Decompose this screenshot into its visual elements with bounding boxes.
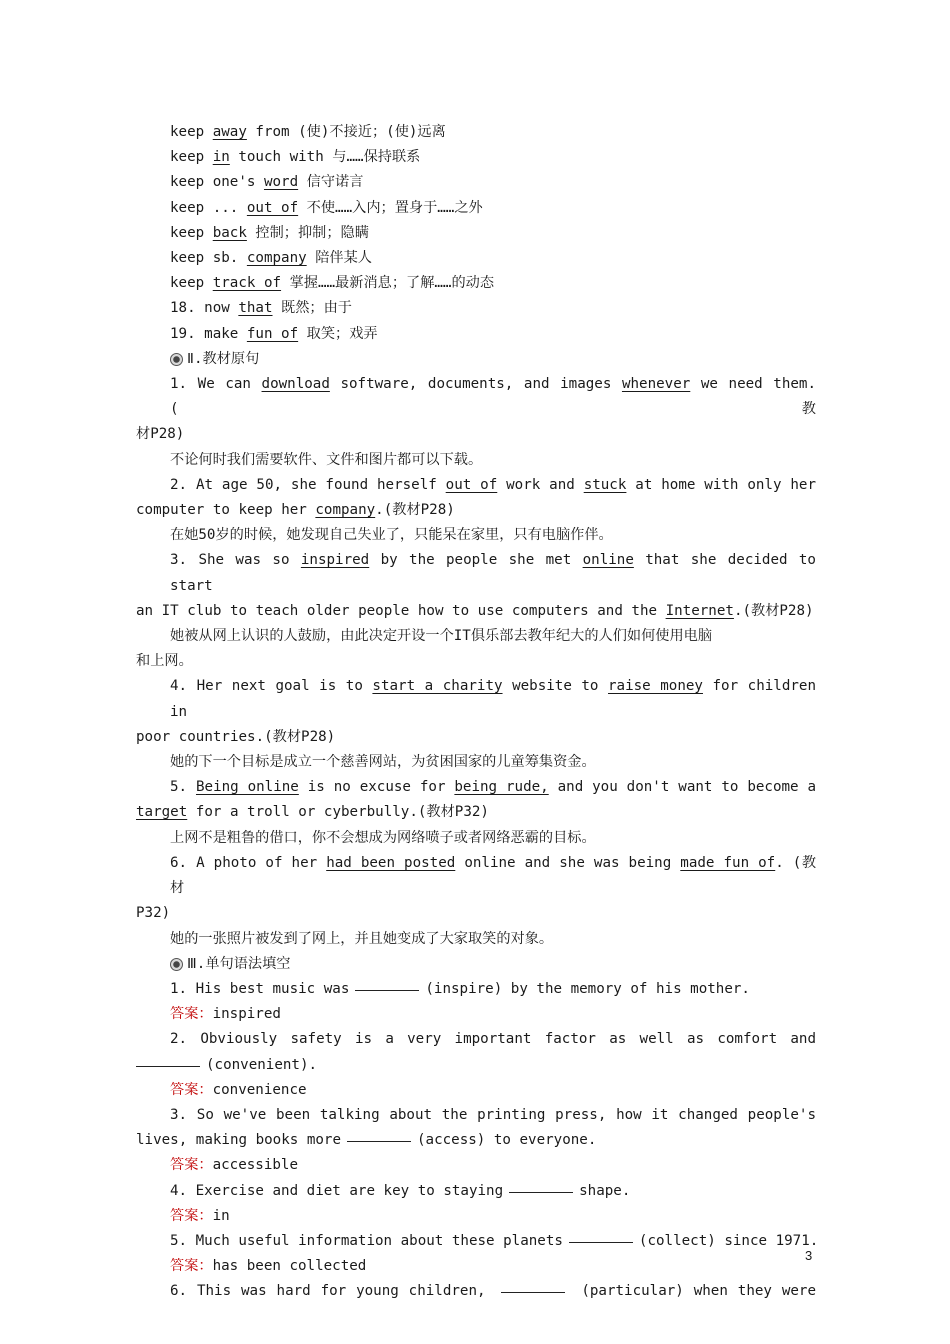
translation-line: 不论何时我们需要软件、文件和图片都可以下载。 — [170, 451, 483, 468]
question-line: 6. This was hard for young children, (particular) when they were — [170, 1283, 816, 1300]
translation-line: 她的一张照片被发到了网上，并且她变成了大家取笑的对象。 — [170, 930, 554, 947]
sentence-line: 1. We can download software, documents, and images whenever we need them.(教 — [170, 376, 816, 418]
sentence-line: 5. Being online is no excuse for being rude, and you don't want to become a — [170, 779, 817, 796]
answer-blank — [501, 1291, 565, 1293]
question-line: 1. His best music was (inspire) by the memory of his mother. — [170, 980, 750, 997]
sentence-line: 材P28) — [136, 426, 185, 443]
question-line: 2. Obviously safety is a very important factor as well as comfort and — [170, 1031, 816, 1048]
question-line: 5. Much useful information about these planets (collect) since 1971. — [170, 1232, 819, 1249]
translation-line: 她的下一个目标是成立一个慈善网站，为贫困国家的儿童筹集资金。 — [170, 754, 596, 771]
translation-line: 在她50岁的时候，她发现自己失业了，只能呆在家里，只有电脑作伴。 — [170, 527, 613, 544]
section-heading: Ⅱ.教材原句 — [136, 347, 816, 372]
answer-line: 答案：convenience — [170, 1081, 307, 1098]
sentence-line: poor countries.(教材P28) — [136, 728, 336, 745]
page-content — [136, 120, 819, 1305]
phrase-line: keep sb. company 陪伴某人 — [170, 250, 372, 267]
phrase-line: keep in touch with 与……保持联系 — [170, 149, 421, 166]
answer-blank — [136, 1065, 200, 1067]
sentence-line: computer to keep her company.(教材P28) — [136, 502, 455, 519]
question-line: 3. So we've been talking about the printing press, how it changed people's — [170, 1106, 816, 1123]
sentence-line: 6. A photo of her had been posted online and she was being made fun of. (教材 — [170, 854, 817, 897]
answer-blank — [509, 1191, 573, 1193]
sentence-line: 2. At age 50, she found herself out of work and stuck at home with only her — [170, 476, 816, 493]
answer-line: 答案：in — [170, 1207, 230, 1224]
bullet-icon — [170, 353, 183, 366]
translation-line: 上网不是粗鲁的借口，你不会想成为网络喷子或者网络恶霸的目标。 — [170, 829, 596, 846]
answer-blank — [355, 989, 419, 991]
translation-line: 和上网。 — [136, 653, 193, 670]
phrase-line: keep away from (使)不接近；(使)远离 — [170, 124, 446, 140]
phrase-line: keep ... out of 不使……入内；置身于……之外 — [170, 199, 483, 216]
answer-line: 答案：has been collected — [170, 1258, 367, 1275]
sentence-line: P32) — [136, 905, 171, 922]
sentence-line: 4. Her next goal is to start a charity website to raise money for children in — [170, 678, 816, 720]
answer-line: 答案：inspired — [170, 1006, 281, 1023]
answer-blank — [347, 1140, 411, 1142]
translation-line: 她被从网上认识的人鼓励，由此决定开设一个IT俱乐部去教年纪大的人们如何使用电脑 — [170, 628, 713, 645]
question-line: 4. Exercise and diet are key to staying shape. — [170, 1182, 631, 1199]
answer-blank — [569, 1241, 633, 1243]
page-number: 3 — [805, 1248, 813, 1263]
phrase-line: keep one's word 信守诺言 — [170, 174, 364, 191]
sentence-line: an IT club to teach older people how to use computers and the Internet.(教材P28) — [136, 602, 814, 619]
question-line: lives, making books more (access) to everyone. — [136, 1132, 597, 1149]
sentence-line: target for a troll or cyberbully.(教材P32) — [136, 804, 489, 821]
phrase-line: 19. make fun of 取笑；戏弄 — [170, 325, 378, 342]
bullet-icon — [170, 958, 183, 971]
answer-line: 答案：accessible — [170, 1157, 298, 1174]
question-line: (convenient). — [136, 1053, 816, 1078]
phrase-line: keep back 控制；抑制；隐瞒 — [170, 224, 369, 241]
phrase-line: 18. now that 既然；由于 — [170, 300, 352, 317]
phrase-line: keep track of 掌握……最新消息；了解……的动态 — [170, 275, 495, 292]
section-heading: Ⅲ.单句语法填空 — [136, 952, 816, 977]
sentence-line: 3. She was so inspired by the people she met online that she decided to start — [170, 552, 816, 594]
